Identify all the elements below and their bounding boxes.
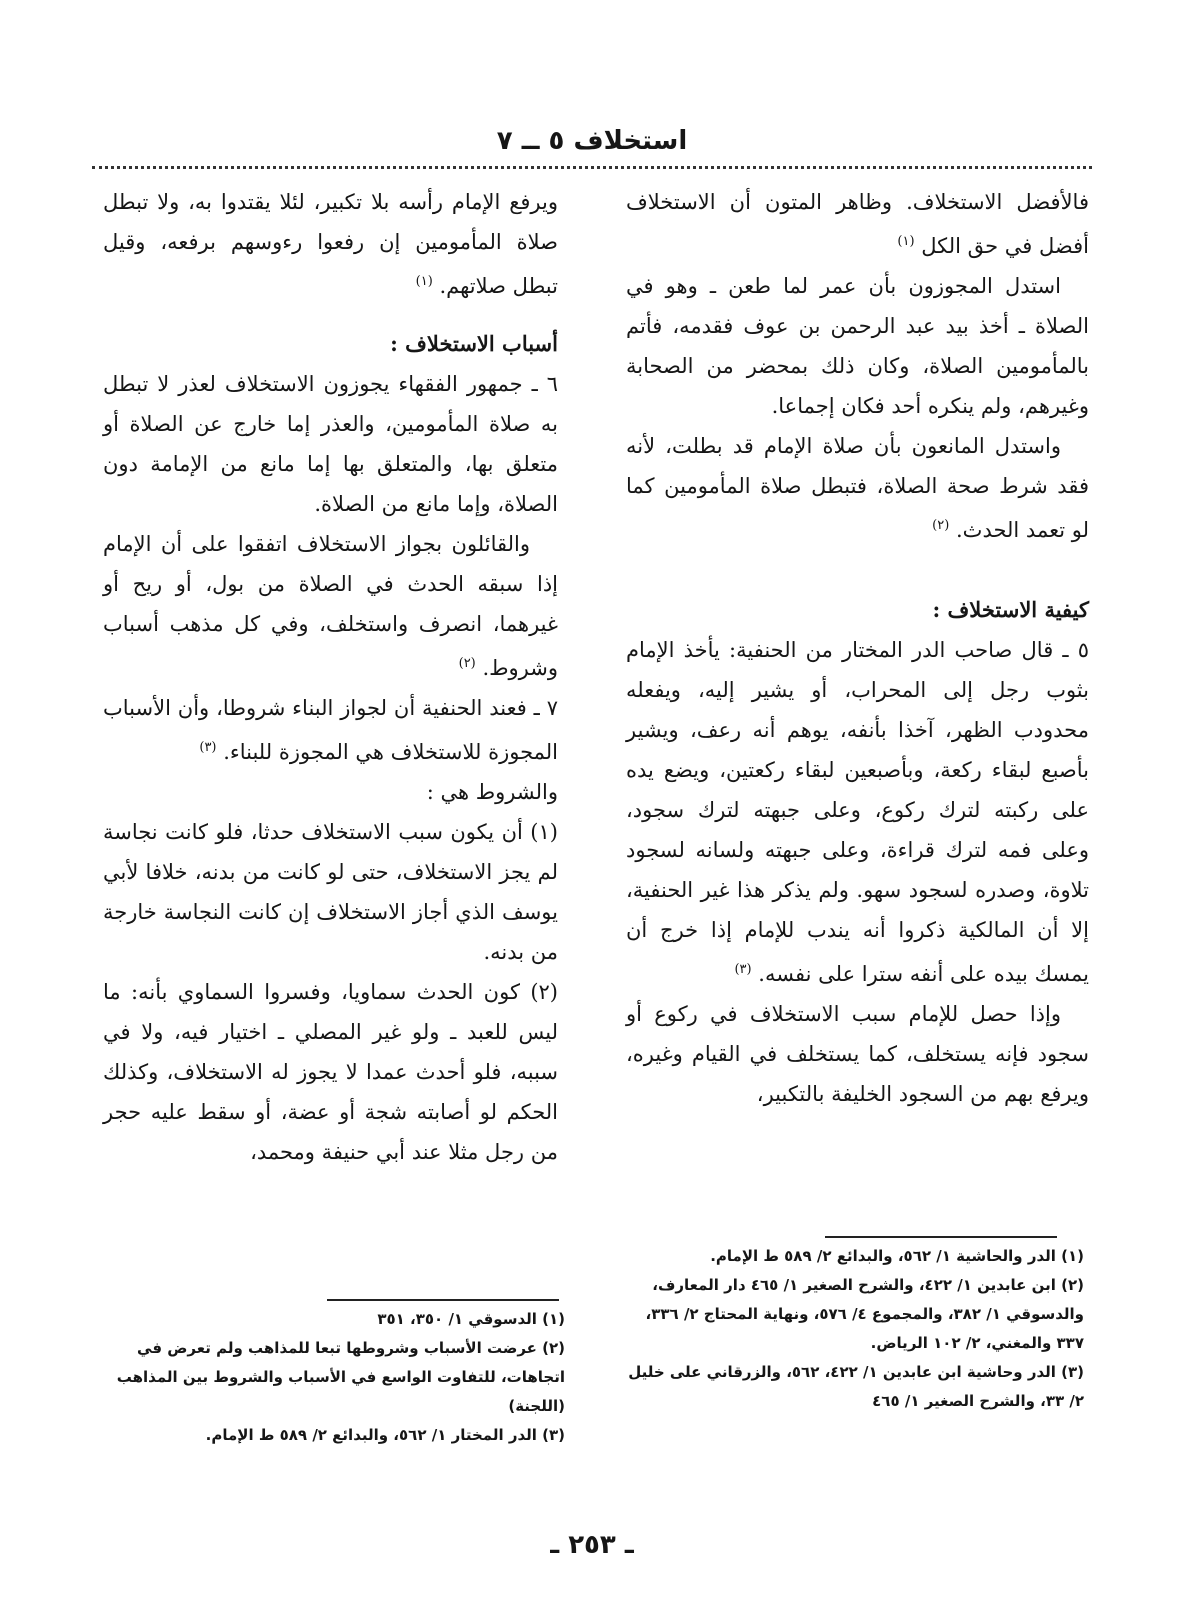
right-footnotes <box>614 1242 1084 1416</box>
right-column <box>626 182 1089 1114</box>
footnote-ref: (١) <box>415 274 433 289</box>
footnote-item: (٢) عرضت الأسباب وشروطها تبعا للمذاهب ولم تعرض في اتجاهات، للتفاوت الواسع في الأسباب والشروط بين المذاهب (اللجنة) <box>116 1339 565 1415</box>
left-column <box>103 182 558 1172</box>
left-footnotes <box>110 1305 565 1450</box>
header-dotted-rule <box>92 166 1092 169</box>
right-paragraph-5: وإذا حصل للإمام سبب الاستخلاف في ركوع أو سجود فإنه يستخلف، كما يستخلف في القيام وغيره، ويرفع بهم من السجود الخليفة بالتكبير، <box>626 1002 1089 1106</box>
running-header-title: استخلاف ٥ ــ ٧ <box>496 126 688 156</box>
section-heading-istikhlaf-causes: أسباب الاستخلاف : <box>390 331 558 356</box>
footnote-item: (١) الدر والحاشية ١/ ٥٦٢، والبدائع ٢/ ٥٨٩ ط الإمام. <box>710 1247 1084 1265</box>
left-paragraph-7: (٢) كون الحدث سماويا، وفسروا السماوي بأنه: ما ليس للعبد ـ ولو غير المصلي ـ اختيار فيه، ولا في سببه، فلو أحدث عمدا لا يجوز له الاستخلاف، وكذلك الحكم لو أصابته شجة أو عضة، أو سقط عليه حجر من رجل مثلا عند أبي حنيفة ومحمد، <box>103 980 558 1164</box>
section-heading-istikhlaf-method: كيفية الاستخلاف : <box>932 597 1089 622</box>
footnote-ref: (٢) <box>932 518 950 533</box>
footnote-ref: (٣) <box>734 962 752 977</box>
right-paragraph-3: واستدل المانعون بأن صلاة الإمام قد بطلت، لأنه فقد شرط صحة الصلاة، فتبطل صلاة المأمومين كما لو تعمد الحدث. $^{(٢)}$ <box>626 434 1089 542</box>
page-number: ـ ٢٥٣ ـ <box>550 1530 634 1560</box>
footnote-ref: (١) <box>897 234 915 249</box>
left-paragraph-4: ٧ ـ فعند الحنفية أن لجواز البناء شروطا، وأن الأسباب المجوزة للاستخلاف هي المجوزة للبناء. $^{(٣)}$ <box>103 696 558 764</box>
left-paragraph-3: والقائلون بجواز الاستخلاف اتفقوا على أن الإمام إذا سبقه الحدث في الصلاة من بول، أو ريح أو غيرهما، انصرف واستخلف، وفي كل مذهب أسباب وشروط. $^{(٢)}$ <box>103 532 558 680</box>
footnote-item: (٣) الدر المختار ١/ ٥٦٢، والبدائع ٢/ ٥٨٩ ط الإمام. <box>205 1426 565 1444</box>
left-footnote-rule <box>327 1299 559 1301</box>
right-paragraph-4: ٥ ـ قال صاحب الدر المختار من الحنفية: يأخذ الإمام بثوب رجل إلى المحراب، أو يشير إليه، ويفعله محدودب الظهر، آخذا بأنفه، يوهم أنه رعف، ويشير بأصبع لبقاء ركعة، وبأصبعين لبقاء ركعتين، ويضع يده على ركبته لترك ركوع، وعلى جبهته لترك سجود، وعلى فمه لترك قراءة، وعلى جبهته ولسانه لسجود تلاوة، وصدره لسجود سهو. ولم يذكر هذا غير الحنفية، إلا أن المالكية ذكروا أنه يندب للإمام إذا خرج أن يمسك بيده على أنفه سترا على نفسه. $^{(٣)}$ <box>626 638 1089 986</box>
left-paragraph-5: والشروط هي : <box>426 780 558 804</box>
footnote-item: (٣) الدر وحاشية ابن عابدين ١/ ٤٢٢، ٥٦٢، والزرقاني على خليل ٢/ ٣٣، والشرح الصغير ١/ ٤٦٥ <box>628 1363 1084 1410</box>
footnote-item: (٢) ابن عابدين ١/ ٤٢٢، والشرح الصغير ١/ ٤٦٥ دار المعارف، والدسوقي ١/ ٣٨٢، والمجموع ٤/ ٥٧٦، ونهاية المحتاج ٢/ ٣٣٦، ٣٣٧ والمغني، ٢/ ١٠٢ الرياض. <box>645 1276 1084 1352</box>
left-paragraph-1: ويرفع الإمام رأسه بلا تكبير، لئلا يقتدوا به، ولا تبطل صلاة المأمومين إن رفعوا رءوسهم برفعه، وقيل تبطل صلاتهم. $^{(١)}$ <box>103 190 558 298</box>
right-paragraph-2: استدل المجوزون بأن عمر لما طعن ـ وهو في الصلاة ـ أخذ بيد عبد الرحمن بن عوف فقدمه، فأتم بالمأمومين الصلاة، وكان ذلك بمحضر من الصحابة وغيرهم، ولم ينكره أحد فكان إجماعا. <box>626 274 1089 418</box>
footnote-ref: (٢) <box>458 656 476 671</box>
footnote-item: (١) الدسوقي ١/ ٣٥٠، ٣٥١ <box>377 1310 565 1328</box>
right-paragraph-1: فالأفضل الاستخلاف. وظاهر المتون أن الاستخلاف أفضل في حق الكل $^{(١)}$ <box>626 190 1089 258</box>
left-paragraph-6: (١) أن يكون سبب الاستخلاف حدثا، فلو كانت نجاسة لم يجز الاستخلاف، حتى لو كانت من بدنه، خلافا لأبي يوسف الذي أجاز الاستخلاف إن كانت النجاسة خارجة من بدنه. <box>103 820 558 964</box>
left-paragraph-2: ٦ ـ جمهور الفقهاء يجوزون الاستخلاف لعذر لا تبطل به صلاة المأمومين، والعذر إما خارج عن الصلاة أو متعلق بها، والمتعلق بها إما مانع من الإمامة دون الصلاة، وإما مانع من الصلاة. <box>103 372 558 516</box>
footnote-ref: (٣) <box>199 740 217 755</box>
right-footnote-rule <box>825 1236 1057 1238</box>
